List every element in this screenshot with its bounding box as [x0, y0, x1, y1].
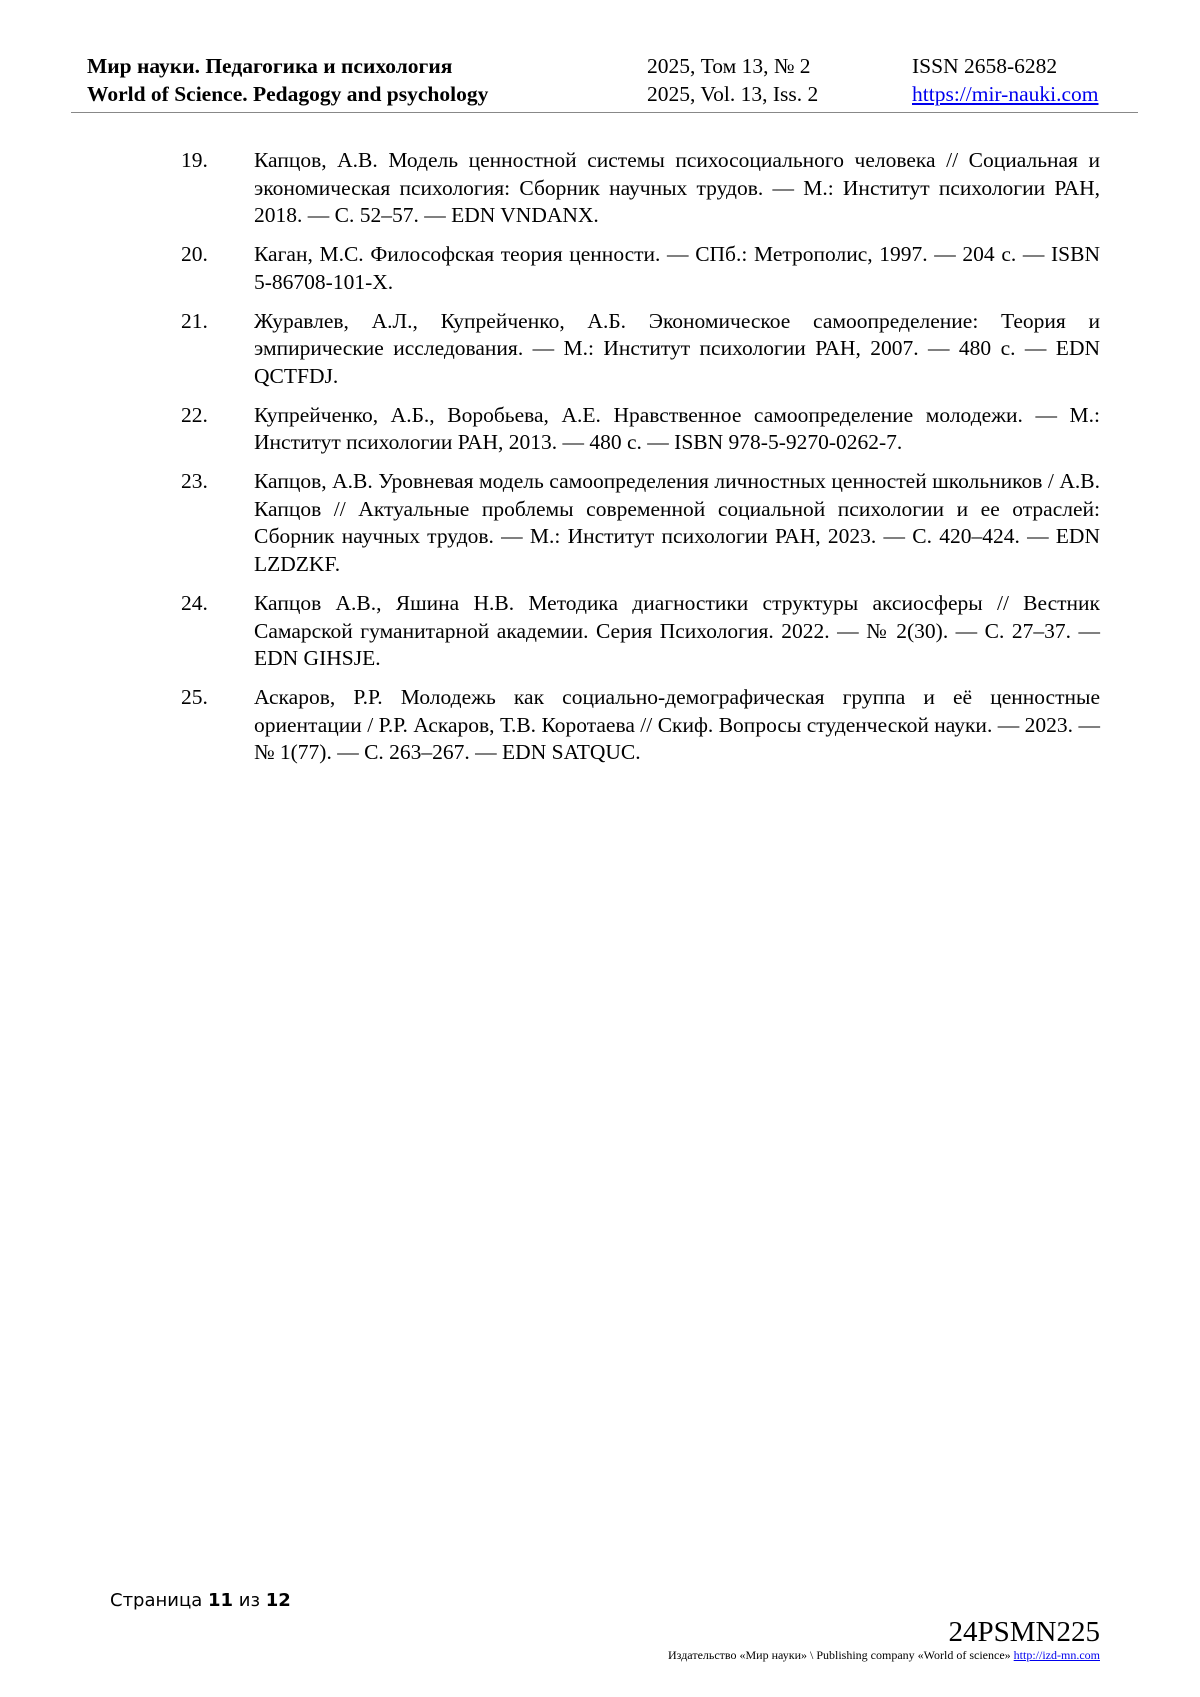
reference-number: 23. [181, 469, 208, 494]
reference-number: 19. [181, 148, 208, 172]
publisher-link[interactable]: http://izd-mn.com [1013, 1648, 1100, 1662]
page-prefix: Страница [110, 1590, 208, 1611]
reference-number: 20. [181, 242, 208, 267]
reference-number: 22. [181, 402, 208, 427]
journal-title-ru: Мир науки. Педагогика и психология [87, 54, 453, 78]
reference-text: Капцов А.В., Яшина Н.В. Методика диагностики структуры аксиосферы // Вестник Самарской гуманитарной академии. Серия Психология. 2022. — № 2(30). — С. 27–37. — EDN GIHSJE. [254, 590, 1100, 671]
issue-info [647, 52, 818, 108]
reference-text: Купрейченко, А.Б., Воробьева, А.Е. Нравственное самоопределение молодежи. — М.: Институт психологии РАН, 2013. — 480 с. — ISBN 978-5-9270-0262-7. [254, 402, 1100, 455]
reference-item [181, 241, 1100, 296]
journal-title-en: World of Science. Pedagogy and psychology [87, 82, 489, 106]
page-sep: из [233, 1590, 266, 1611]
article-code: 24PSMN225 [948, 1616, 1100, 1648]
journal-title [87, 52, 488, 108]
reference-number: 21. [181, 308, 208, 333]
page-number [110, 1590, 291, 1611]
journal-url-link[interactable]: https://mir-nauki.com [912, 82, 1099, 106]
reference-item [181, 402, 1100, 457]
reference-text: Капцов, А.В. Уровневая модель самоопределения личностных ценностей школьников / А.В. Капцов // Актуальные проблемы современной социальной психологии и ее отраслей: Сборник научных трудов. — М.: Институт психологии РАН, 2023. — С. 420–424. — EDN LZDZKF. [254, 469, 1100, 577]
reference-item [181, 308, 1100, 391]
reference-text: Каган, М.С. Философская теория ценности. — СПб.: Метрополис, 1997. — 204 с. — ISBN 5-86708-101-X. [254, 242, 1100, 294]
page-total: 12 [265, 1590, 291, 1611]
page-current: 11 [207, 1590, 234, 1611]
publisher-text: Издательство «Мир науки» \ Publishing company «World of science» [668, 1648, 1014, 1662]
reference-item [181, 147, 1100, 230]
reference-text: Журавлев, А.Л., Купрейченко, А.Б. Экономическое самоопределение: Теория и эмпирические исследования. — М.: Институт психологии РАН, 2007. — 480 с. — EDN QCTFDJ. [254, 308, 1100, 388]
reference-text: Капцов, А.В. Модель ценностной системы психосоциального человека // Социальная и экономическая психология: Сборник научных трудов. — М.: Институт психологии РАН, 2018. — С. 52–57. — EDN VNDANX. [254, 148, 1100, 228]
reference-item [181, 684, 1100, 767]
publisher-line [668, 1648, 1100, 1663]
reference-item [181, 468, 1100, 579]
reference-item [181, 590, 1100, 673]
issue-en: 2025, Vol. 13, Iss. 2 [647, 82, 819, 106]
issn: ISSN 2658-6282 [912, 54, 1058, 78]
reference-list [181, 147, 1100, 778]
reference-number: 24. [181, 590, 208, 615]
issue-ru: 2025, Том 13, № 2 [647, 54, 811, 78]
reference-text: Аскаров, Р.Р. Молодежь как социально-демографическая группа и её ценностные ориентации / Р.Р. Аскаров, Т.В. Коротаева // Скиф. Вопросы студенческой науки. — 2023. — № 1(77). — С. 263–267. — EDN SATQUC. [254, 684, 1100, 765]
header-divider [71, 112, 1138, 113]
issn-block [912, 52, 1098, 108]
reference-number: 25. [181, 684, 208, 709]
